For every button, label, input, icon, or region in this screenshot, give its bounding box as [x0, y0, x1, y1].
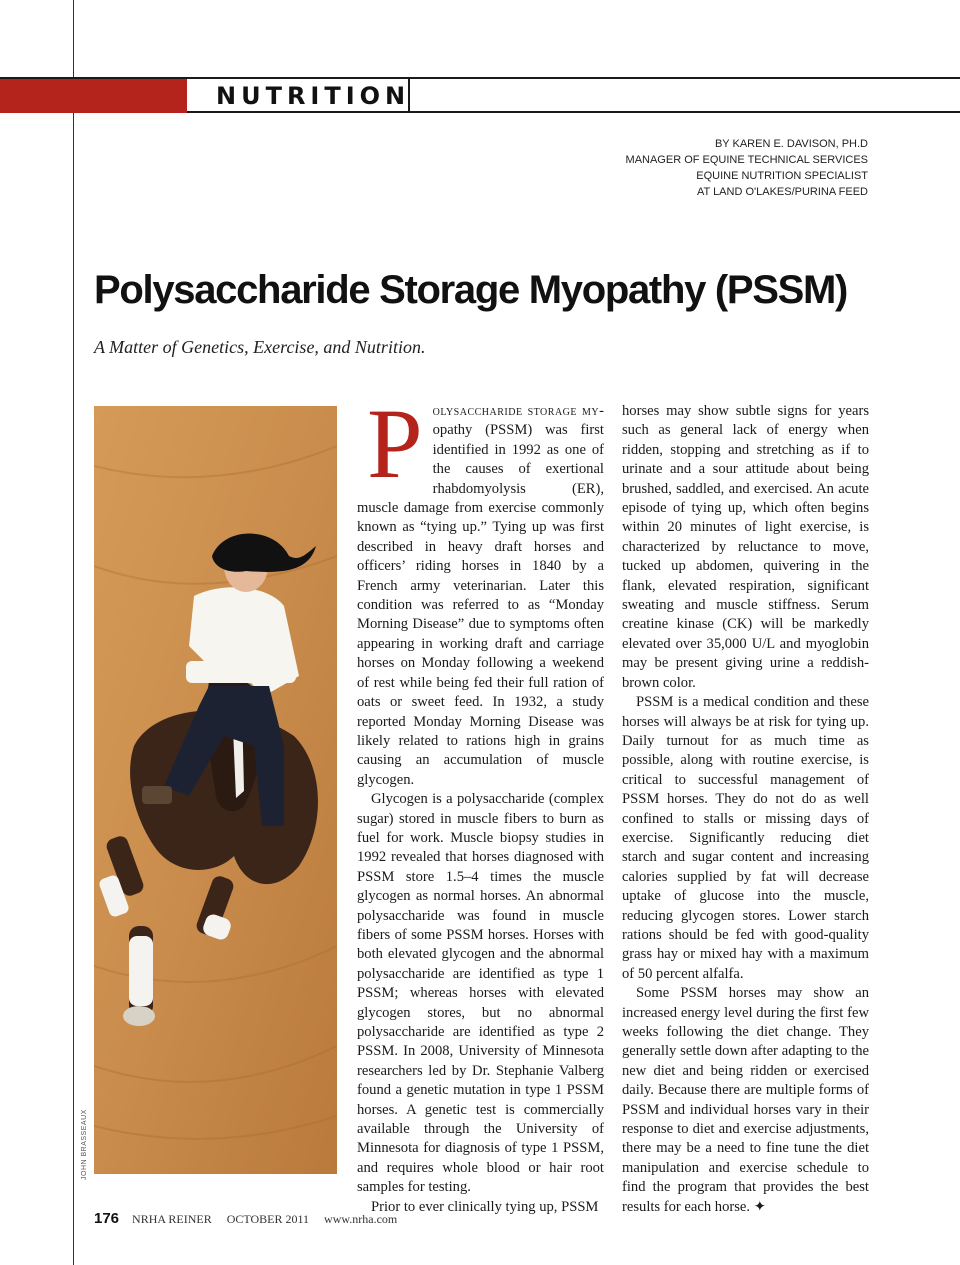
byline-line: MANAGER OF EQUINE TECHNICAL SERVICES: [625, 154, 868, 166]
article-paragraph: PSSM is a medical condition and these horses will always be at risk for tying up. Daily turnout for as much time as possible, along with routine exercise, is critical to successful management of PSSM horses. They do not do as well confined to stalls or missing days of exercise. Significantly reducing diet starch and sugar content and increasing calories supplied by fat will decrease uptake of glucose into the muscle, reducing glycogen stores. Lower starch rations should be fed with good-quality grass hay or mixed hay with a maximum of 50 percent alfalfa.: [622, 694, 869, 982]
section-label: NUTRITION: [216, 82, 411, 110]
section-color-bar: [0, 79, 187, 113]
photo-credit: JOHN BRASSEAUX: [81, 1109, 88, 1180]
header-rule-bottom: [410, 111, 960, 113]
paragraph-text: -opathy (PSSM) was first identified in 1992 as one of the causes of exertional rhabdomyolysis (ER), muscle damage from exercise commonly known as “tying up.” Tying up was first described in heavy draft horses and officers’ riding horses in 1840 by a French army veterinarian. Later this condition was referred to as “Monday Morning Disease” due to symptoms often appearing in working draft and carriage horses on Monday following a weekend of rest while being fed their full ration of oats or sweet feed. In 1932, a study reported Monday Morning Disease was likely related to rations high in grains causing an accumulation of muscle glycogen.: [357, 403, 604, 788]
byline-line: AT LAND O'LAKES/PURINA FEED: [696, 186, 868, 198]
article-subtitle: A Matter of Genetics, Exercise, and Nutrition.: [94, 337, 426, 357]
article-paragraph: Some PSSM horses may show an increased energy level during the first few weeks following the diet change. They generally settle down after adapting to the new diet and being ridden or exercised daily. Because there are multiple forms of PSSM and individual horses vary in their response to diet and exercise adjustments, there may be a need to fine tune the diet manipulation and exercise schedule to find the program that provides the best results for each horse. ✦: [622, 985, 869, 1215]
article-paragraph: [357, 388, 604, 790]
lead-smallcaps: olysaccharide storage my: [432, 403, 600, 419]
article-column-2: [622, 402, 869, 1217]
reining-horse-photo: [94, 406, 337, 1174]
page-footer: [94, 1210, 397, 1227]
byline-line: BY KAREN E. DAVISON, PH.D: [714, 138, 868, 150]
article-column-1: [357, 388, 604, 1217]
drop-cap: P: [367, 388, 423, 499]
website-link[interactable]: www.nrha.com: [324, 1212, 398, 1226]
article-paragraph: Glycogen is a polysaccharide (complex sugar) stored in muscle fibers to burn as fuel for work. Muscle biopsy studies in 1992 revealed that horses diagnosed with PSSM store 1.5–4 times the muscle glycogen as normal horses. An abnormal polysaccharide was found in muscle fibers of some PSSM horses. Horses with both elevated glycogen and the abnormal polysaccharide are identified as type 1 PSSM; whereas horses with elevated glycogen stores, but no abnormal polysaccharide are identified as type 2 PSSM. In 2008, University of Minnesota researchers led by Dr. Stephanie Valberg found a genetic mutation in type 1 PSSM horses. A genetic test is commercially available through the University of Minnesota for diagnosis of type 1 PSSM, and requires whole blood or hair root samples for testing.: [357, 791, 604, 1196]
publication-name: NRHA REINER: [132, 1212, 212, 1226]
article-paragraph: Prior to ever clinically tying up, PSSM: [371, 1198, 599, 1215]
page-margin-rule: [73, 0, 74, 1265]
page-number: 176: [94, 1210, 120, 1227]
article-paragraph: horses may show subtle signs for years such as general lack of energy when ridden, stopping and stretching as if to urinate and a sour attitude about being brushed, saddled, and exercised. An acute episode of tying up, which often begins within 20 minutes of light exercise, is characterized by reluctance to move, tucked up abdomen, quivering in the flank, elevated respiration, significant sweating and muscle stiffness. Serum creatine kinase (CK) will be markedly elevated over 35,000 U/L and myoglobin may be present giving urine a reddish-brown color.: [622, 403, 869, 691]
author-byline: [626, 136, 868, 200]
issue-date: OCTOBER 2011: [226, 1212, 310, 1226]
article-title: Polysaccharide Storage Myopathy (PSSM): [94, 268, 848, 312]
byline-line: EQUINE NUTRITION SPECIALIST: [696, 170, 868, 182]
